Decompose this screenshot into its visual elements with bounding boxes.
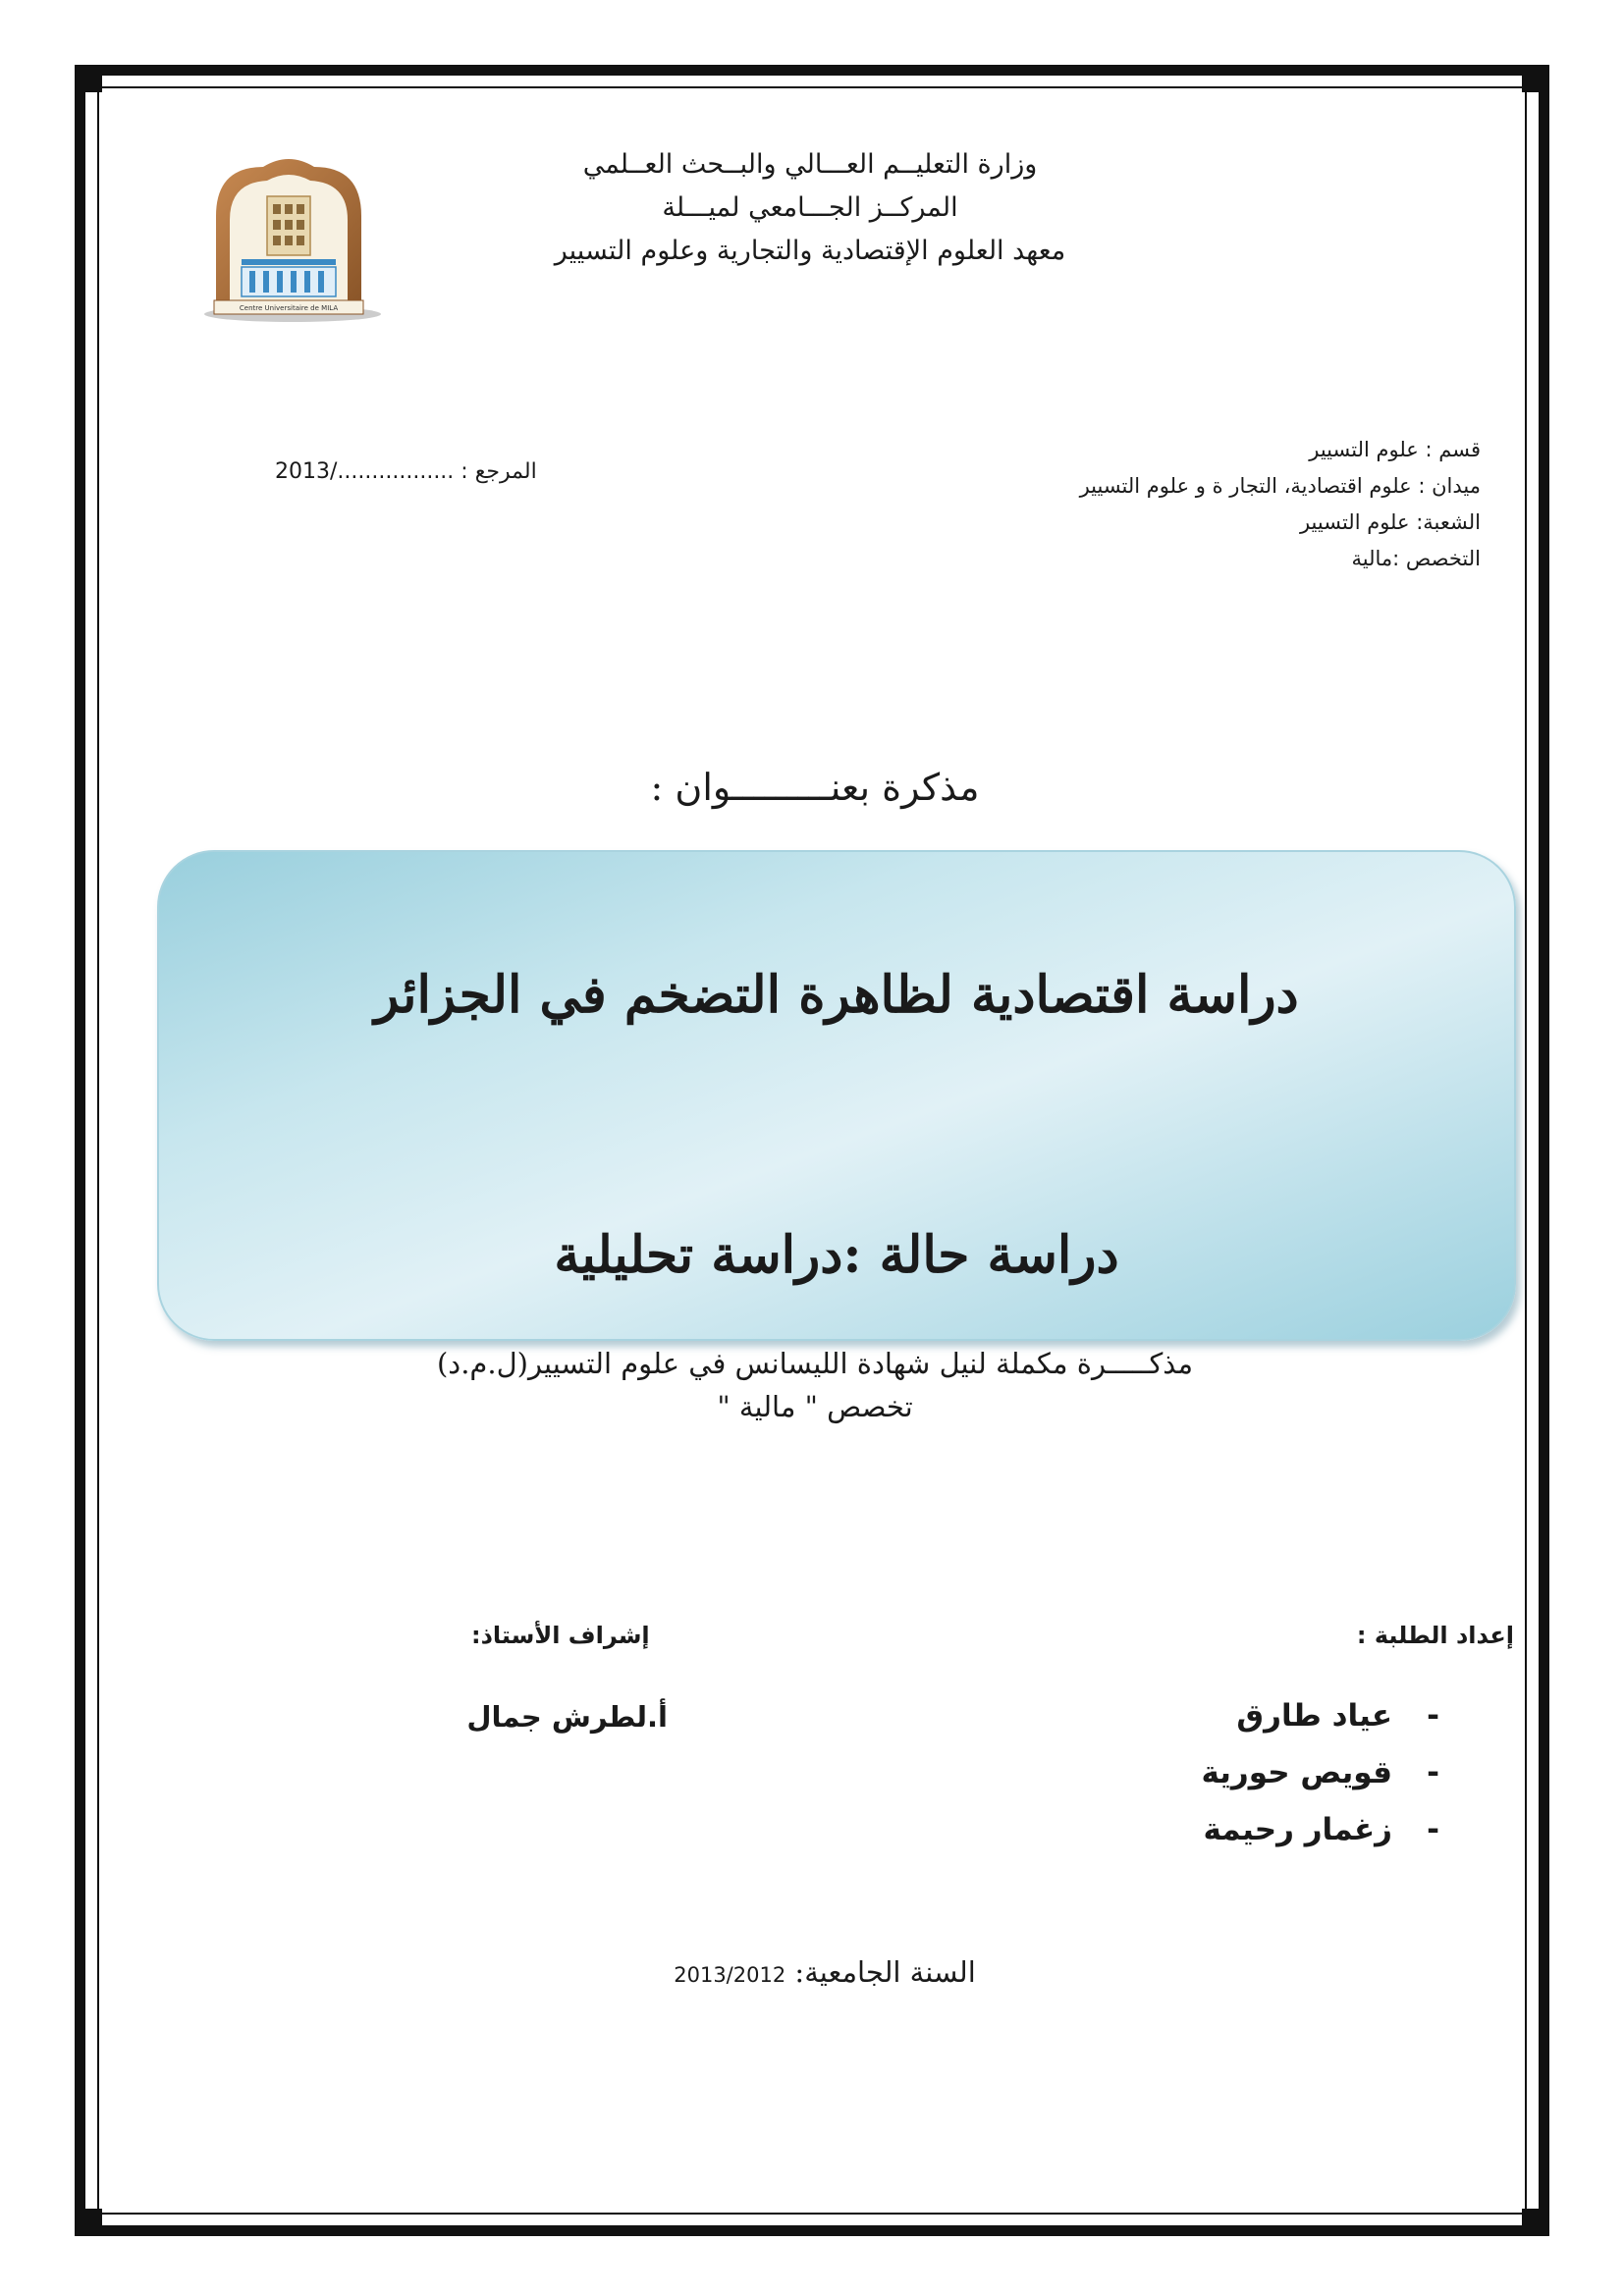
university-center-name: المركــز الجـــامعي لميـــلة	[662, 192, 958, 223]
reference-number: المرجع : ................./2013	[275, 459, 537, 484]
academic-year-label: السنة الجامعية:	[794, 1955, 976, 1989]
student-name: قويص حورية	[1201, 1755, 1392, 1790]
border-corner-top-right	[1522, 65, 1549, 92]
supervisor-name: أ.لطرش جمال	[466, 1700, 668, 1734]
list-bullet: -	[1427, 1698, 1439, 1734]
svg-text:Centre Universitaire de MILA: Centre Universitaire de MILA	[239, 304, 339, 312]
list-bullet: -	[1427, 1755, 1439, 1790]
supervisor-label: إشراف الأستاذ:	[471, 1622, 650, 1649]
branch-line: الشعبة: علوم التسيير	[1299, 510, 1481, 534]
thesis-subtitle: دراسة حالة :دراسة تحليلية	[554, 1225, 1119, 1285]
border-corner-top-left	[75, 65, 102, 92]
student-item	[1047, 1755, 1439, 1790]
student-name: زغمار رحيمة	[1203, 1812, 1392, 1847]
memo-title-label: مذكرة بعنـــــــــوان :	[650, 766, 980, 809]
list-bullet: -	[1427, 1812, 1439, 1847]
specialty-line: التخصص :مالية	[1351, 547, 1481, 570]
university-logo	[194, 157, 383, 326]
ministry-name: وزارة التعليــم العـــالي والبــحث العــلمي	[582, 149, 1038, 180]
degree-description: مذكـــــرة مكملة لنيل شهادة الليسانس في علوم التسيير(ل.م.د)	[436, 1347, 1194, 1380]
students-label: إعداد الطلبة :	[1356, 1622, 1514, 1649]
border-corner-bottom-right	[1522, 2209, 1549, 2236]
academic-year-value: 2013/2012	[674, 1963, 786, 1987]
degree-specialty: تخصص " مالية "	[717, 1390, 913, 1423]
student-name: عياد طارق	[1236, 1698, 1392, 1734]
thesis-title: دراسة اقتصادية لظاهرة التضخم في الجزائر	[374, 965, 1299, 1025]
student-item	[1047, 1812, 1439, 1847]
institute-name: معهد العلوم الإقتصادية والتجارية وعلوم التسيير	[554, 236, 1066, 266]
academic-year	[628, 1955, 1021, 1989]
department-line: قسم : علوم التسيير	[1309, 438, 1481, 461]
title-box	[157, 850, 1516, 1341]
border-corner-bottom-left	[75, 2209, 102, 2236]
field-line: ميدان : علوم اقتصادية، التجار ة و علوم التسيير	[1079, 474, 1481, 498]
student-item	[1047, 1698, 1439, 1734]
